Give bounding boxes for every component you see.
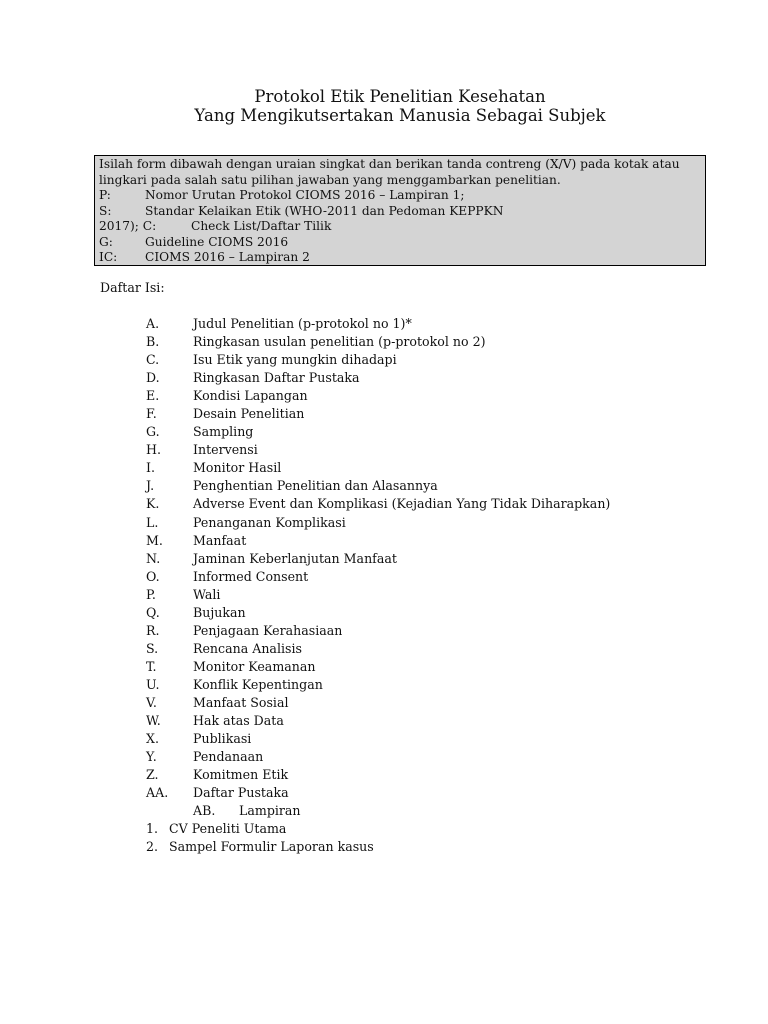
legend-s-text: Standar Kelaikan Etik (WHO-2011 dan Pedoman KEPPKN [145, 203, 504, 218]
toc-item-letter: F. [146, 406, 157, 422]
toc-item-letter: T. [146, 658, 157, 674]
toc-item [0, 838, 768, 856]
toc-item [0, 369, 768, 387]
legend-g-text: Guideline CIOMS 2016 [145, 234, 289, 249]
toc-item [0, 423, 768, 441]
toc-item-letter: 1. [146, 821, 159, 837]
legend-ic-code: IC: [99, 250, 118, 264]
toc-item-text: Intervensi [193, 442, 258, 458]
toc-item-letter: L. [146, 514, 159, 530]
toc-item-text: Penanganan Komplikasi [193, 514, 346, 530]
toc-item [0, 351, 768, 369]
toc-item [0, 405, 768, 423]
toc-item-letter: S. [146, 640, 159, 656]
toc-item [0, 586, 768, 604]
toc-item-letter: E. [146, 388, 160, 404]
toc-item [0, 459, 768, 477]
toc-item-text: Konflik Kepentingan [193, 676, 323, 692]
toc-item-text: Wali [193, 586, 221, 602]
toc-item-text: CV Peneliti Utama [169, 821, 287, 837]
legend-c-text: Check List/Daftar Tilik [191, 219, 332, 233]
toc-item-text: Lampiran [239, 803, 301, 819]
toc-item [0, 532, 768, 550]
toc-item-text: Isu Etik yang mungkin dihadapi [193, 352, 397, 368]
toc-item-text: Penghentian Penelitian dan Alasannya [193, 478, 438, 494]
toc-item [0, 441, 768, 459]
toc-item-text: Adverse Event dan Komplikasi (Kejadian Yang Tidak Diharapkan) [193, 496, 611, 512]
toc-item [0, 694, 768, 712]
document-title-line1: Protokol Etik Penelitian Kesehatan [254, 87, 546, 106]
toc-item-text: Monitor Hasil [193, 460, 282, 476]
toc-item-letter: J. [146, 478, 155, 494]
toc-item-text: Penjagaan Kerahasiaan [193, 622, 343, 638]
toc-item [0, 712, 768, 730]
toc-item-text: Daftar Pustaka [193, 785, 289, 801]
instructions-line1: Isilah form dibawah dengan uraian singkat dan berikan tanda contreng (X/V) pada kotak atau [99, 157, 680, 171]
toc-item-letter: AA. [146, 785, 169, 801]
toc-item [0, 604, 768, 622]
toc-item-text: Desain Penelitian [193, 406, 305, 422]
toc-item-text: Pendanaan [193, 749, 264, 765]
toc-item-letter: I. [146, 460, 155, 476]
toc-item-text: Manfaat Sosial [193, 694, 289, 710]
instructions-line2: lingkari pada salah satu pilihan jawaban yang menggambarkan penelitian. [99, 172, 561, 187]
table-of-contents [0, 315, 768, 856]
toc-item-letter: Z. [146, 767, 159, 783]
toc-item [0, 748, 768, 766]
toc-item-text: Ringkasan usulan penelitian (p-protokol no 2) [193, 334, 486, 350]
toc-item-text: Hak atas Data [193, 713, 284, 729]
toc-item-text: Ringkasan Daftar Pustaka [193, 370, 360, 386]
toc-item-text: Bujukan [193, 604, 246, 620]
toc-item-text: Kondisi Lapangan [193, 388, 308, 404]
toc-item [0, 640, 768, 658]
instructions-box [94, 155, 706, 266]
toc-item-letter: D. [146, 370, 160, 386]
toc-item-text: Komitmen Etik [193, 767, 289, 783]
toc-item [0, 550, 768, 568]
toc-item-text: Sampling [193, 424, 254, 440]
legend-c [99, 219, 701, 235]
legend-ic-text: CIOMS 2016 – Lampiran 2 [145, 250, 310, 264]
legend-ic [99, 250, 701, 266]
toc-item-letter: C. [146, 352, 160, 368]
toc-item-letter: N. [146, 550, 161, 566]
toc-item-text: Judul Penelitian (p-protokol no 1)* [193, 316, 412, 331]
toc-item-letter: U. [146, 676, 160, 692]
toc-item-letter: P. [146, 586, 156, 602]
toc-item [0, 622, 768, 640]
toc-item [0, 784, 768, 802]
toc-item-letter: V. [146, 694, 157, 710]
toc-heading: Daftar Isi: [100, 280, 165, 295]
toc-item-letter: W. [146, 713, 161, 729]
toc-item [0, 658, 768, 676]
toc-item [0, 333, 768, 351]
toc-item [0, 766, 768, 784]
toc-item-text: Publikasi [193, 731, 252, 747]
toc-item-text: Informed Consent [193, 568, 309, 584]
toc-item-text: Jaminan Keberlanjutan Manfaat [193, 550, 397, 566]
toc-item-letter: O. [146, 568, 160, 584]
legend-g [99, 235, 701, 251]
toc-item [0, 514, 768, 532]
toc-item-letter: B. [146, 334, 160, 350]
toc-item [0, 477, 768, 495]
toc-item-text: Rencana Analisis [193, 640, 302, 656]
toc-item [0, 568, 768, 586]
toc-item [0, 730, 768, 748]
legend-s-continued: 2017); C: [99, 219, 157, 233]
toc-item-letter: X. [146, 731, 159, 747]
toc-item [0, 495, 768, 513]
legend-g-code: G: [99, 234, 113, 249]
toc-item-letter: M. [146, 532, 163, 548]
toc-item [0, 820, 768, 838]
toc-item [0, 676, 768, 694]
toc-item-letter: 2. [146, 839, 159, 855]
toc-item [0, 315, 768, 333]
toc-item-text: Monitor Keamanan [193, 658, 316, 674]
toc-item-letter: AB. [193, 803, 216, 819]
document-title-line2: Yang Mengikutsertakan Manusia Sebagai Subjek [194, 106, 606, 125]
toc-item [0, 387, 768, 405]
toc-item-letter: H. [146, 442, 161, 458]
toc-item-letter: Q. [146, 604, 160, 620]
toc-item-letter: R. [146, 622, 160, 638]
toc-item-letter: G. [146, 424, 160, 440]
legend-p-text: Nomor Urutan Protokol CIOMS 2016 – Lampiran 1; [145, 188, 465, 202]
legend-p-code: P: [99, 188, 111, 202]
toc-item-letter: K. [146, 496, 160, 512]
legend-s-code: S: [99, 203, 112, 218]
legend-s [99, 204, 701, 220]
toc-item [0, 802, 768, 820]
toc-item-text: Sampel Formulir Laporan kasus [169, 839, 374, 855]
toc-item-letter: Y. [146, 749, 157, 765]
toc-item-letter: A. [146, 316, 160, 331]
legend-p [99, 188, 701, 204]
toc-item-text: Manfaat [193, 532, 247, 548]
